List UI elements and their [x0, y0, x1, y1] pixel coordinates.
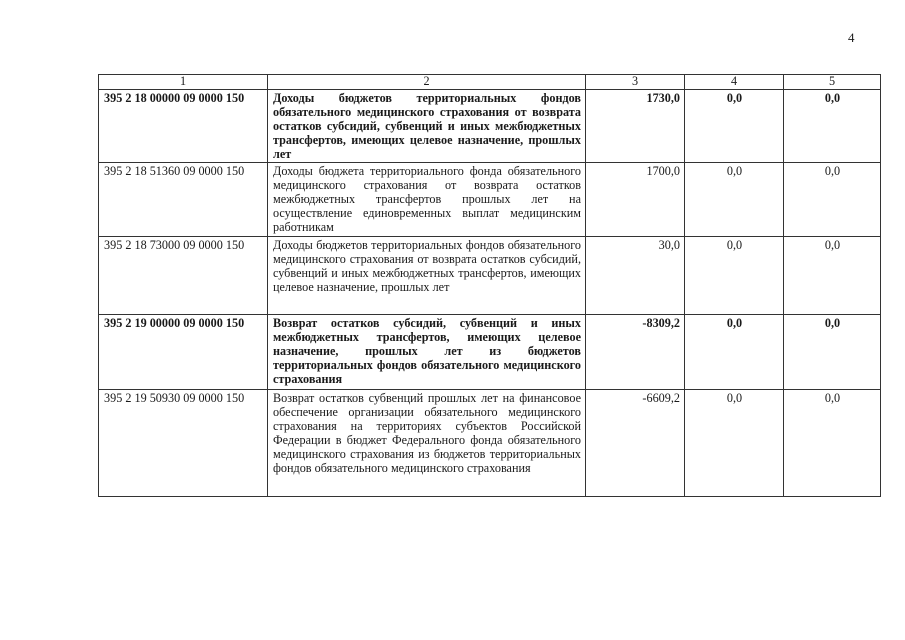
- value-col4: 0,0: [685, 237, 784, 315]
- value-col4: 0,0: [685, 163, 784, 237]
- value-col3: 30,0: [586, 237, 685, 315]
- value-col5: 0,0: [784, 163, 881, 237]
- table-row: [99, 315, 881, 390]
- value-col4: 0,0: [685, 315, 784, 390]
- table-row: [99, 163, 881, 237]
- value-col3: -6609,2: [586, 390, 685, 497]
- column-header: 2: [268, 75, 586, 90]
- value-col3: 1700,0: [586, 163, 685, 237]
- value-col4: 0,0: [685, 390, 784, 497]
- item-description: Доходы бюджета территориального фонда обязательного медицинского страхования от возврата остатков межбюджетных трансфертов прошлых лет на осуществление единовременных выплат медицинским работникам: [268, 163, 586, 237]
- value-col5: 0,0: [784, 390, 881, 497]
- value-col3: 1730,0: [586, 90, 685, 163]
- budget-code: 395 2 18 51360 09 0000 150: [99, 163, 268, 237]
- item-description: Доходы бюджетов территориальных фондов обязательного медицинского страхования от возврата остатков субсидий, субвенций и иных межбюджетных трансфертов, имеющих целевое назначение, прошлых лет: [268, 237, 586, 315]
- value-col5: 0,0: [784, 237, 881, 315]
- column-header: 4: [685, 75, 784, 90]
- value-col5: 0,0: [784, 315, 881, 390]
- value-col3: -8309,2: [586, 315, 685, 390]
- item-description: Доходы бюджетов территориальных фондов обязательного медицинского страхования от возврата остатков субсидий, субвенций и иных межбюджетных трансфертов, имеющих целевое назначение, прошлых лет: [268, 90, 586, 163]
- item-description: Возврат остатков субвенций прошлых лет на финансовое обеспечение организации обязательного медицинского страхования на территориях субъектов Российской Федерации в бюджет Федерального фонда обязательного медицинского страхования из бюджетов территориальных фондов обязательного медицинского страхования: [268, 390, 586, 497]
- header-row: [99, 75, 881, 90]
- budget-code: 395 2 18 73000 09 0000 150: [99, 237, 268, 315]
- budget-table: [98, 74, 881, 497]
- item-description: Возврат остатков субсидий, субвенций и иных межбюджетных трансфертов, имеющих целевое назначение, прошлых лет из бюджетов территориальных фондов обязательного медицинского страхования: [268, 315, 586, 390]
- table-row: [99, 237, 881, 315]
- page-number: 4: [848, 30, 855, 45]
- budget-code: 395 2 19 00000 09 0000 150: [99, 315, 268, 390]
- column-header: 3: [586, 75, 685, 90]
- table-row: [99, 90, 881, 163]
- column-header: 1: [99, 75, 268, 90]
- budget-code: 395 2 18 00000 09 0000 150: [99, 90, 268, 163]
- value-col4: 0,0: [685, 90, 784, 163]
- value-col5: 0,0: [784, 90, 881, 163]
- budget-code: 395 2 19 50930 09 0000 150: [99, 390, 268, 497]
- table-row: [99, 390, 881, 497]
- column-header: 5: [784, 75, 881, 90]
